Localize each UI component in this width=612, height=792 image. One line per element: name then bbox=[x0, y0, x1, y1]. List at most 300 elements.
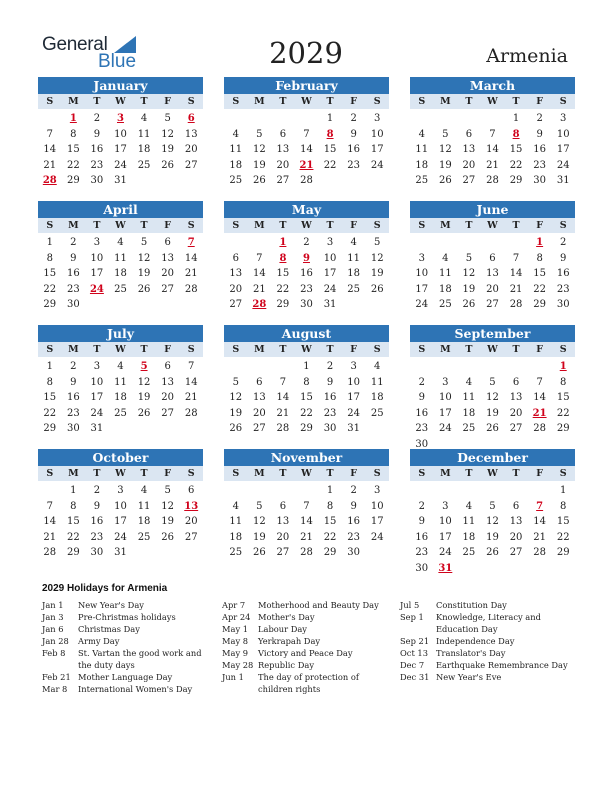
month-title: July bbox=[38, 325, 203, 342]
day-cell: 9 bbox=[560, 252, 567, 264]
day-cell: 21 bbox=[533, 531, 546, 543]
day-cell: 20 bbox=[229, 283, 243, 295]
day-cell: 7 bbox=[188, 361, 195, 372]
day-cell: 31 bbox=[347, 423, 360, 434]
day-cell: 25 bbox=[415, 175, 429, 186]
weekday-label: T bbox=[465, 220, 473, 231]
day-cell: 22 bbox=[66, 531, 80, 543]
day-cell: 17 bbox=[90, 392, 104, 403]
day-cell: 1 bbox=[512, 113, 520, 124]
day-cell: 18 bbox=[438, 283, 452, 295]
day-cell: 2 bbox=[303, 237, 310, 248]
day-cell: 23 bbox=[415, 547, 429, 558]
day-cell: 18 bbox=[229, 159, 243, 171]
day-cell: 18 bbox=[137, 144, 151, 155]
day-cell: 23 bbox=[556, 283, 570, 295]
day-cell: 20 bbox=[509, 407, 523, 419]
day-cell: 10 bbox=[90, 376, 104, 388]
day-cell: 19 bbox=[137, 392, 151, 403]
holiday-name: Constitution Day bbox=[436, 600, 507, 610]
weekday-label: T bbox=[326, 344, 334, 355]
day-cell: 16 bbox=[66, 268, 80, 279]
day-cell: 9 bbox=[350, 128, 357, 140]
day-cell: 4 bbox=[418, 128, 425, 140]
holiday-name: New Year's Day bbox=[78, 600, 144, 610]
holiday-entry bbox=[400, 671, 572, 683]
day-cell: 3 bbox=[442, 376, 449, 388]
day-cell: 16 bbox=[556, 268, 570, 279]
day-cell: 11 bbox=[462, 516, 476, 527]
day-cell: 1 bbox=[46, 237, 53, 248]
day-cell: 15 bbox=[66, 144, 80, 155]
day-cell: 15 bbox=[66, 516, 80, 527]
day-cell: 2 bbox=[93, 485, 101, 496]
weekday-label: T bbox=[140, 220, 148, 231]
day-cell: 29 bbox=[323, 547, 337, 558]
day-cell: 26 bbox=[486, 423, 499, 434]
day-cell: 22 bbox=[556, 407, 570, 419]
holiday-day: 1 bbox=[279, 237, 287, 248]
day-cell: 19 bbox=[252, 159, 266, 171]
day-cell: 4 bbox=[117, 361, 124, 372]
holiday-day: 5 bbox=[140, 361, 148, 372]
day-cell: 19 bbox=[486, 531, 499, 543]
weekday-label: T bbox=[512, 468, 520, 479]
day-cell: 11 bbox=[114, 376, 127, 388]
day-cell: 7 bbox=[303, 128, 310, 140]
day-cell: 4 bbox=[117, 237, 124, 248]
day-cell: 2 bbox=[560, 237, 567, 248]
day-cell: 8 bbox=[560, 376, 567, 388]
month-july bbox=[38, 325, 203, 437]
day-cell: 17 bbox=[556, 144, 570, 155]
day-grid bbox=[224, 357, 389, 437]
day-cell: 18 bbox=[370, 392, 384, 403]
month-september bbox=[410, 325, 575, 452]
day-cell: 7 bbox=[46, 128, 53, 140]
day-cell: 15 bbox=[533, 268, 546, 279]
day-cell: 21 bbox=[300, 531, 313, 543]
holiday-name: Independence Day bbox=[436, 636, 515, 646]
holiday-day: 13 bbox=[184, 500, 199, 512]
weekday-header bbox=[224, 466, 389, 481]
day-cell: 11 bbox=[462, 392, 476, 403]
holiday-date: Feb 21 bbox=[42, 672, 71, 682]
day-cell: 8 bbox=[303, 376, 310, 388]
weekday-label: S bbox=[232, 96, 240, 107]
day-cell: 30 bbox=[323, 423, 337, 434]
weekday-label: F bbox=[350, 96, 357, 107]
month-title: November bbox=[224, 449, 389, 466]
holiday-entry bbox=[42, 611, 214, 623]
holiday-column bbox=[222, 599, 394, 695]
day-cell: 23 bbox=[66, 283, 80, 295]
month-title: May bbox=[224, 201, 389, 218]
day-cell: 25 bbox=[462, 547, 476, 558]
day-cell: 23 bbox=[347, 531, 360, 543]
weekday-label: F bbox=[536, 344, 543, 355]
day-cell: 17 bbox=[370, 516, 384, 527]
day-cell: 25 bbox=[438, 299, 452, 310]
day-cell: 24 bbox=[114, 159, 127, 171]
weekday-label: T bbox=[140, 344, 148, 355]
day-cell: 18 bbox=[347, 268, 360, 279]
day-cell: 21 bbox=[252, 283, 266, 295]
day-cell: 22 bbox=[276, 283, 290, 295]
weekday-label: S bbox=[187, 468, 195, 479]
day-cell: 4 bbox=[232, 128, 239, 140]
day-cell: 17 bbox=[114, 144, 127, 155]
day-cell: 28 bbox=[486, 175, 499, 186]
day-cell: 2 bbox=[350, 113, 357, 124]
day-cell: 28 bbox=[533, 547, 546, 558]
day-cell: 27 bbox=[486, 299, 499, 310]
weekday-label: W bbox=[487, 344, 498, 355]
day-cell: 12 bbox=[252, 516, 266, 527]
day-cell: 3 bbox=[326, 237, 334, 248]
holiday-entry bbox=[400, 635, 572, 647]
holiday-entry bbox=[42, 647, 214, 671]
holiday-name: Christmas Day bbox=[78, 624, 140, 634]
day-cell: 29 bbox=[556, 423, 570, 434]
day-cell: 7 bbox=[256, 252, 263, 264]
month-may bbox=[224, 201, 389, 313]
weekday-label: T bbox=[326, 468, 334, 479]
day-cell: 23 bbox=[323, 407, 337, 419]
day-cell: 29 bbox=[43, 299, 57, 310]
day-cell: 28 bbox=[43, 547, 57, 558]
weekday-label: S bbox=[46, 96, 54, 107]
day-cell: 8 bbox=[46, 252, 53, 264]
holiday-entry bbox=[222, 647, 394, 659]
holiday-date: Sep 1 bbox=[400, 612, 424, 622]
day-cell: 21 bbox=[509, 283, 523, 295]
day-cell: 31 bbox=[90, 423, 104, 434]
day-cell: 31 bbox=[114, 175, 127, 186]
day-cell: 4 bbox=[465, 500, 473, 512]
month-title: August bbox=[224, 325, 389, 342]
day-cell: 26 bbox=[161, 531, 174, 543]
holiday-name: St. Vartan the good work and the duty days bbox=[78, 648, 202, 670]
weekday-label: S bbox=[373, 344, 381, 355]
day-cell: 17 bbox=[415, 283, 429, 295]
day-cell: 9 bbox=[70, 252, 77, 264]
weekday-label: T bbox=[279, 468, 287, 479]
day-cell: 30 bbox=[300, 299, 313, 310]
day-cell: 13 bbox=[161, 376, 174, 388]
day-cell: 21 bbox=[43, 159, 57, 171]
day-grid bbox=[38, 357, 203, 437]
day-cell: 14 bbox=[533, 516, 546, 527]
day-cell: 23 bbox=[90, 159, 104, 171]
weekday-label: F bbox=[164, 96, 171, 107]
day-cell: 13 bbox=[229, 268, 243, 279]
day-cell: 20 bbox=[462, 159, 476, 171]
weekday-label: S bbox=[187, 96, 195, 107]
holiday-entry bbox=[42, 599, 214, 611]
day-cell: 20 bbox=[276, 159, 290, 171]
day-cell: 14 bbox=[276, 392, 290, 403]
day-cell: 9 bbox=[93, 128, 101, 140]
day-cell: 19 bbox=[161, 516, 174, 527]
holiday-entry bbox=[42, 683, 214, 695]
holiday-entry bbox=[400, 659, 572, 671]
holiday-day: 8 bbox=[512, 128, 520, 140]
day-cell: 17 bbox=[114, 516, 127, 527]
day-cell: 17 bbox=[438, 407, 452, 419]
weekday-label: S bbox=[418, 468, 426, 479]
weekday-label: T bbox=[512, 344, 520, 355]
day-cell: 30 bbox=[66, 299, 80, 310]
day-cell: 5 bbox=[489, 500, 496, 512]
day-cell: 5 bbox=[164, 113, 171, 124]
weekday-header bbox=[410, 218, 575, 233]
day-cell: 27 bbox=[161, 283, 174, 295]
day-cell: 16 bbox=[300, 268, 313, 279]
holiday-name: The day of protection of children rights bbox=[258, 672, 359, 694]
day-cell: 28 bbox=[184, 283, 198, 295]
day-cell: 30 bbox=[533, 175, 546, 186]
day-cell: 30 bbox=[415, 562, 429, 574]
day-cell: 6 bbox=[164, 361, 171, 372]
holiday-name: Yerkrapah Day bbox=[258, 636, 321, 646]
month-november bbox=[224, 449, 389, 561]
day-cell: 2 bbox=[70, 237, 77, 248]
day-cell: 15 bbox=[509, 144, 523, 155]
day-cell: 8 bbox=[46, 376, 53, 388]
day-cell: 18 bbox=[462, 531, 476, 543]
day-cell: 5 bbox=[164, 485, 171, 496]
holiday-entry bbox=[222, 599, 394, 611]
day-cell: 5 bbox=[232, 376, 239, 388]
weekday-label: T bbox=[465, 96, 473, 107]
day-cell: 14 bbox=[184, 252, 198, 264]
day-cell: 27 bbox=[509, 423, 523, 434]
day-cell: 20 bbox=[161, 392, 174, 403]
day-cell: 21 bbox=[276, 407, 290, 419]
day-cell: 3 bbox=[442, 500, 449, 512]
day-cell: 5 bbox=[256, 500, 263, 512]
day-cell: 10 bbox=[438, 392, 452, 403]
day-cell: 10 bbox=[556, 128, 570, 140]
day-cell: 6 bbox=[279, 128, 287, 140]
holiday-day: 8 bbox=[326, 128, 334, 140]
day-cell: 1 bbox=[46, 361, 53, 372]
day-cell: 5 bbox=[374, 237, 381, 248]
day-cell: 24 bbox=[415, 299, 429, 310]
day-cell: 14 bbox=[509, 268, 523, 279]
day-cell: 30 bbox=[90, 175, 104, 186]
day-cell: 6 bbox=[465, 128, 473, 140]
day-cell: 18 bbox=[229, 531, 243, 543]
calendar-year: 2029 bbox=[269, 36, 343, 70]
holiday-name: Translator's Day bbox=[436, 648, 506, 658]
holiday-date: Dec 7 bbox=[400, 660, 425, 670]
day-grid bbox=[224, 109, 389, 189]
holiday-date: May 1 bbox=[222, 624, 249, 634]
day-cell: 25 bbox=[114, 407, 127, 419]
day-cell: 29 bbox=[556, 547, 570, 558]
day-grid bbox=[410, 481, 575, 576]
weekday-label: F bbox=[164, 220, 171, 231]
day-cell: 14 bbox=[252, 268, 266, 279]
weekday-label: W bbox=[115, 344, 126, 355]
day-cell: 5 bbox=[489, 376, 496, 388]
day-cell: 20 bbox=[252, 407, 266, 419]
weekday-label: T bbox=[279, 96, 287, 107]
weekday-header bbox=[410, 94, 575, 109]
day-cell: 11 bbox=[438, 268, 452, 279]
holiday-name: Army Day bbox=[78, 636, 120, 646]
weekday-label: S bbox=[418, 96, 426, 107]
day-cell: 30 bbox=[415, 438, 429, 450]
weekday-label: S bbox=[232, 344, 240, 355]
holiday-day: 1 bbox=[536, 237, 544, 248]
day-cell: 27 bbox=[161, 407, 174, 419]
day-cell: 14 bbox=[43, 516, 57, 527]
weekday-label: M bbox=[440, 468, 451, 479]
day-cell: 12 bbox=[462, 268, 476, 279]
day-cell: 2 bbox=[418, 376, 425, 388]
day-cell: 18 bbox=[462, 407, 476, 419]
day-cell: 2 bbox=[326, 361, 334, 372]
day-cell: 5 bbox=[465, 252, 473, 264]
holiday-day: 1 bbox=[69, 113, 77, 124]
weekday-label: W bbox=[301, 344, 312, 355]
day-cell: 1 bbox=[70, 485, 77, 496]
day-cell: 26 bbox=[370, 283, 384, 295]
day-cell: 26 bbox=[438, 175, 452, 186]
day-cell: 22 bbox=[533, 283, 546, 295]
day-cell: 24 bbox=[370, 159, 384, 171]
day-cell: 3 bbox=[374, 485, 381, 496]
day-cell: 9 bbox=[418, 516, 425, 527]
day-cell: 10 bbox=[114, 500, 127, 512]
day-cell: 22 bbox=[323, 159, 337, 171]
weekday-label: S bbox=[373, 468, 381, 479]
day-cell: 13 bbox=[276, 144, 290, 155]
day-cell: 29 bbox=[276, 299, 290, 310]
holiday-name: Victory and Peace Day bbox=[258, 648, 353, 658]
day-cell: 15 bbox=[323, 516, 337, 527]
day-cell: 16 bbox=[323, 392, 337, 403]
day-cell: 5 bbox=[140, 237, 148, 248]
holiday-date: Apr 24 bbox=[222, 612, 251, 622]
month-january bbox=[38, 77, 203, 189]
day-cell: 11 bbox=[229, 516, 243, 527]
day-cell: 24 bbox=[323, 283, 337, 295]
weekday-label: W bbox=[301, 468, 312, 479]
day-cell: 13 bbox=[462, 144, 476, 155]
holiday-date: Apr 7 bbox=[222, 600, 246, 610]
weekday-label: S bbox=[373, 220, 381, 231]
day-cell: 27 bbox=[184, 531, 198, 543]
weekday-label: F bbox=[164, 344, 171, 355]
month-title: December bbox=[410, 449, 575, 466]
weekday-label: F bbox=[350, 468, 357, 479]
day-cell: 12 bbox=[486, 516, 499, 527]
weekday-label: T bbox=[93, 344, 101, 355]
month-title: February bbox=[224, 77, 389, 94]
day-cell: 23 bbox=[533, 159, 546, 171]
day-cell: 14 bbox=[533, 392, 546, 403]
weekday-label: F bbox=[536, 96, 543, 107]
day-cell: 19 bbox=[161, 144, 174, 155]
weekday-header bbox=[224, 342, 389, 357]
day-cell: 1 bbox=[560, 485, 567, 496]
day-cell: 3 bbox=[93, 361, 101, 372]
day-cell: 12 bbox=[161, 128, 174, 140]
weekday-label: S bbox=[232, 468, 240, 479]
day-cell: 9 bbox=[326, 376, 334, 388]
day-cell: 20 bbox=[161, 268, 174, 279]
day-cell: 24 bbox=[556, 159, 570, 171]
day-cell: 21 bbox=[184, 268, 198, 279]
weekday-label: T bbox=[93, 220, 101, 231]
day-cell: 4 bbox=[465, 376, 473, 388]
month-april bbox=[38, 201, 203, 313]
day-cell: 29 bbox=[300, 423, 313, 434]
holiday-date: Feb 8 bbox=[42, 648, 66, 658]
day-cell: 24 bbox=[370, 531, 384, 543]
holiday-day: 6 bbox=[187, 113, 195, 124]
holiday-column bbox=[400, 599, 572, 683]
day-cell: 1 bbox=[326, 485, 334, 496]
holiday-entry bbox=[222, 671, 394, 695]
day-cell: 17 bbox=[323, 268, 337, 279]
day-cell: 27 bbox=[509, 547, 523, 558]
weekday-label: M bbox=[254, 468, 265, 479]
day-cell: 10 bbox=[370, 500, 384, 512]
day-cell: 24 bbox=[347, 407, 360, 419]
day-cell: 22 bbox=[66, 159, 80, 171]
day-cell: 16 bbox=[90, 516, 104, 527]
weekday-label: S bbox=[46, 220, 54, 231]
day-cell: 9 bbox=[418, 392, 425, 403]
day-cell: 31 bbox=[556, 175, 570, 186]
day-cell: 27 bbox=[184, 159, 198, 171]
day-cell: 17 bbox=[438, 531, 452, 543]
month-title: October bbox=[38, 449, 203, 466]
day-cell: 25 bbox=[114, 283, 127, 295]
day-cell: 22 bbox=[300, 407, 313, 419]
holiday-entry bbox=[222, 623, 394, 635]
weekday-label: M bbox=[440, 344, 451, 355]
day-cell: 15 bbox=[43, 392, 57, 403]
weekday-label: T bbox=[465, 468, 473, 479]
day-cell: 2 bbox=[418, 500, 425, 512]
weekday-label: M bbox=[440, 220, 451, 231]
day-cell: 28 bbox=[533, 423, 546, 434]
weekday-label: T bbox=[140, 96, 148, 107]
day-cell: 2 bbox=[536, 113, 543, 124]
holiday-day: 24 bbox=[89, 283, 104, 295]
day-cell: 3 bbox=[560, 113, 567, 124]
day-cell: 12 bbox=[137, 252, 151, 264]
day-cell: 16 bbox=[347, 144, 360, 155]
day-cell: 14 bbox=[486, 144, 499, 155]
day-cell: 4 bbox=[140, 113, 148, 124]
day-cell: 14 bbox=[300, 516, 313, 527]
weekday-label: M bbox=[254, 220, 265, 231]
weekday-label: T bbox=[465, 344, 473, 355]
weekday-header bbox=[38, 218, 203, 233]
day-cell: 19 bbox=[229, 407, 243, 419]
day-cell: 24 bbox=[438, 423, 452, 434]
holiday-name: Labour Day bbox=[258, 624, 307, 634]
day-cell: 11 bbox=[137, 500, 151, 512]
holiday-name: Earthquake Remembrance Day bbox=[436, 660, 568, 670]
